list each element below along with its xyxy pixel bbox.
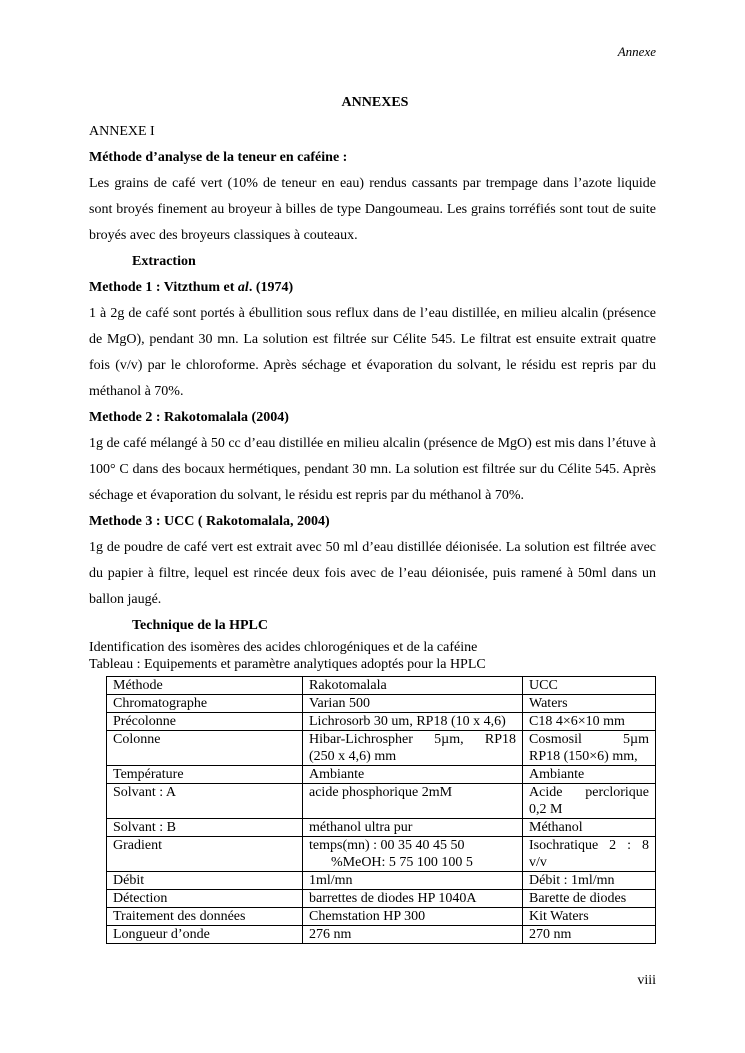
table-row	[107, 677, 656, 695]
rakotomalala-cell	[303, 926, 523, 944]
running-header: Annexe	[617, 44, 656, 59]
method1-heading-prefix: Methode 1 : Vitzthum et	[89, 280, 238, 295]
table-row	[107, 731, 656, 766]
ucc-cell	[523, 677, 656, 695]
cell-line: Ambiante	[529, 767, 585, 782]
hplc-heading: Technique de la HPLC	[132, 618, 269, 633]
ucc-cell	[523, 819, 656, 837]
annex-label: ANNEXE I	[89, 124, 155, 139]
parameter-cell: Gradient	[107, 837, 303, 872]
ucc-cell	[523, 926, 656, 944]
rakotomalala-cell	[303, 677, 523, 695]
ucc-cell	[523, 872, 656, 890]
method1-heading-suffix: . (1974)	[248, 280, 294, 295]
table-row	[107, 926, 656, 944]
table-row	[107, 819, 656, 837]
ucc-cell	[523, 731, 656, 766]
table-row	[107, 713, 656, 731]
cell-line: 270 nm	[529, 927, 572, 942]
table-row	[107, 890, 656, 908]
rakotomalala-cell	[303, 837, 523, 872]
table-row	[107, 837, 656, 872]
hplc-parameters-table	[106, 676, 656, 944]
table-body	[107, 677, 656, 944]
method2-paragraph: 1g de café mélangé à 50 cc d’eau distillée en milieu alcalin (présence de MgO) est mis dans l’étuve à 100° C dans des bocaux hermétiques, pendant 30 mn. La solution est filtrée sur du Célite 545. Après séchage et évaporation du solvant, le résidu est repris par du méthanol à 70%.	[89, 436, 656, 503]
rakotomalala-cell	[303, 784, 523, 819]
cell-line: Barette de diodes	[529, 891, 627, 906]
method3-paragraph: 1g de poudre de café vert est extrait avec 50 ml d’eau distillée déionisée. La solution est filtrée avec du papier à filtre, lequel est rincée deux fois avec de l’eau déionisée, puis ramené à 50ml dans un ballon jaugé.	[89, 540, 656, 607]
ucc-cell	[523, 713, 656, 731]
cell-line: Chemstation HP 300	[309, 909, 426, 924]
parameter-cell: Méthode	[107, 677, 303, 695]
rakotomalala-cell	[303, 908, 523, 926]
parameter-cell: Débit	[107, 872, 303, 890]
method3-heading: Methode 3 : UCC ( Rakotomalala, 2004)	[89, 514, 330, 529]
cell-line: Kit Waters	[529, 909, 589, 924]
cell-line: 0,2 M	[529, 802, 563, 817]
rakotomalala-cell	[303, 819, 523, 837]
rakotomalala-cell	[303, 890, 523, 908]
cell-line: temps(mn) : 00 35 40 45 50	[309, 838, 465, 853]
cell-line: Rakotomalala	[309, 678, 387, 693]
cell-line: Isochratique 2 : 8	[529, 838, 649, 853]
cell-line: C18 4×6×10 mm	[529, 714, 625, 729]
parameter-cell: Précolonne	[107, 713, 303, 731]
cell-line: Débit : 1ml/mn	[529, 873, 615, 888]
identification-line: Identification des isomères des acides chlorogéniques et de la caféine	[89, 640, 478, 655]
ucc-cell	[523, 837, 656, 872]
cell-line: %MeOH: 5 75 100 100 5	[331, 855, 473, 870]
extraction-heading: Extraction	[132, 254, 196, 269]
cell-line: (250 x 4,6) mm	[309, 749, 397, 764]
cell-line: 276 nm	[309, 927, 352, 942]
rakotomalala-cell	[303, 695, 523, 713]
cell-line: Cosmosil 5µm	[529, 732, 649, 747]
table-row	[107, 766, 656, 784]
parameter-cell: Colonne	[107, 731, 303, 766]
method2-heading: Methode 2 : Rakotomalala (2004)	[89, 410, 289, 425]
cell-line: RP18 (150×6) mm,	[529, 749, 638, 764]
page-number: viii	[637, 973, 656, 988]
method1-paragraph: 1 à 2g de café sont portés à ébullition sous reflux dans de l’eau distillée, en milieu alcalin (présence de MgO), pendant 30 mn. La solution est filtrée sur Célite 545. Le filtrat est ensuite extrait quatre fois (v/v) par le chloroforme. Après séchage et évaporation du solvant, le résidu est repris par du méthanol à 70%.	[89, 306, 656, 399]
cell-line: méthanol ultra pur	[309, 820, 413, 835]
document-body	[89, 93, 656, 944]
cell-line: acide phosphorique 2mM	[309, 785, 453, 800]
cell-line: v/v	[529, 855, 547, 870]
rakotomalala-cell	[303, 731, 523, 766]
parameter-cell: Longueur d’onde	[107, 926, 303, 944]
parameter-cell: Solvant : A	[107, 784, 303, 819]
method-heading: Méthode d’analyse de la teneur en caféine :	[89, 150, 348, 165]
ucc-cell	[523, 784, 656, 819]
parameter-cell: Température	[107, 766, 303, 784]
table-row	[107, 908, 656, 926]
table-row	[107, 695, 656, 713]
cell-line: UCC	[529, 678, 558, 693]
method1-heading-italic: al	[237, 280, 249, 295]
parameter-cell: Chromatographe	[107, 695, 303, 713]
rakotomalala-cell	[303, 872, 523, 890]
page-title: ANNEXES	[341, 95, 409, 110]
table-row	[107, 872, 656, 890]
table-caption: Tableau : Equipements et paramètre analytiques adoptés pour la HPLC	[89, 657, 486, 672]
parameter-cell: Détection	[107, 890, 303, 908]
ucc-cell	[523, 908, 656, 926]
parameter-cell: Solvant : B	[107, 819, 303, 837]
cell-line: Varian 500	[309, 696, 371, 711]
rakotomalala-cell	[303, 713, 523, 731]
cell-line: Waters	[529, 696, 568, 711]
ucc-cell	[523, 766, 656, 784]
parameter-cell: Traitement des données	[107, 908, 303, 926]
cell-line: 1ml/mn	[309, 873, 353, 888]
cell-line: Acide perclorique	[529, 785, 649, 800]
method1-heading	[89, 275, 656, 301]
cell-line: Lichrosorb 30 um, RP18 (10 x 4,6)	[309, 714, 506, 729]
rakotomalala-cell	[303, 766, 523, 784]
cell-line: Méthanol	[529, 820, 583, 835]
cell-line: Hibar-Lichrospher 5µm, RP18	[309, 732, 516, 747]
cell-line: barrettes de diodes HP 1040A	[309, 891, 477, 906]
table-row	[107, 784, 656, 819]
ucc-cell	[523, 890, 656, 908]
ucc-cell	[523, 695, 656, 713]
intro-paragraph: Les grains de café vert (10% de teneur en eau) rendus cassants par trempage dans l’azote liquide sont broyés finement au broyeur à billes de type Dangoumeau. Les grains torréfiés sont tout de suite broyés avec des broyeurs classiques à couteaux.	[89, 176, 656, 243]
cell-line: Ambiante	[309, 767, 365, 782]
